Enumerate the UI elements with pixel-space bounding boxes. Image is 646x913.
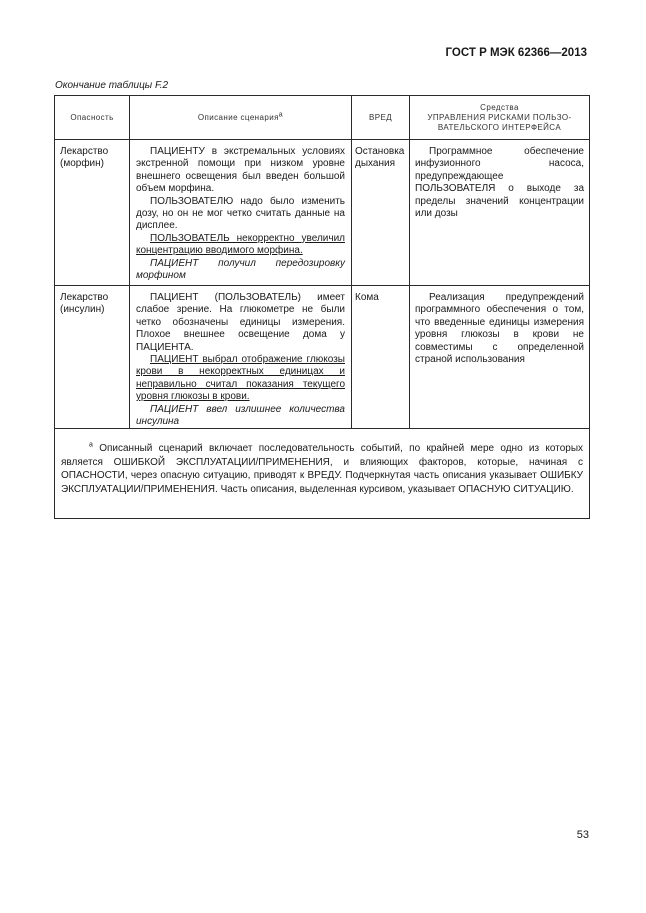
header-controls-line-1: Средства — [480, 102, 519, 112]
table-row — [55, 140, 590, 286]
scenario-cell — [130, 286, 352, 429]
header-controls-line-3: ВАТЕЛЬСКОГО ИНТЕРФЕЙСА — [437, 122, 562, 132]
scenario-paragraph: ПАЦИЕНТУ в экстремальных условиях экстренной помощи при низком уровне внешнего освещения был введен большой объем морфина. — [136, 146, 345, 195]
scenario-use-error: ПОЛЬЗОВАТЕЛЬ некорректно увеличил концентрацию вводимого морфина. — [136, 232, 345, 257]
scenario-paragraph: ПОЛЬЗОВАТЕЛЮ надо было изменить дозу, но он не мог четко считать данные на дисплее. — [136, 195, 345, 232]
controls-cell: Реализация предупреждений программного обеспечения о том, что введенные единицы измерения уровня глюкозы в крови не совместимы с определенной страной использования — [410, 286, 590, 429]
table-footnote — [55, 429, 590, 519]
header-scenario — [130, 96, 352, 140]
scenario-hazardous-situation: ПАЦИЕНТ ввел излишнее количества инсулина — [136, 403, 345, 428]
header-hazard: Опасность — [55, 96, 130, 140]
harm-cell: Кома — [352, 286, 410, 429]
header-harm: ВРЕД — [352, 96, 410, 140]
table-caption: Окончание таблицы F.2 — [55, 80, 169, 91]
header-scenario-label: Описание сценария — [197, 112, 279, 122]
header-controls — [410, 96, 590, 140]
harm-cell: Остановка дыхания — [352, 140, 410, 286]
header-scenario-footnote-mark: а — [278, 110, 284, 118]
hazard-cell: Лекарство (морфин) — [55, 140, 130, 286]
table-footnote-row — [55, 429, 590, 519]
scenario-hazardous-situation: ПАЦИЕНТ получил передозировку морфином — [136, 257, 345, 282]
footnote-mark: а — [89, 442, 93, 450]
scenario-cell — [130, 140, 352, 286]
scenario-table — [54, 95, 590, 519]
scenario-paragraph: ПАЦИЕНТ (ПОЛЬЗОВАТЕЛЬ) имеет слабое зрение. На глюкометре не были четко обозначены единицы измерения. Плохое внешнее освещение дома у ПАЦИЕНТА. — [136, 292, 345, 353]
hazard-cell: Лекарство (инсулин) — [55, 286, 130, 429]
footnote-text: Описанный сценарий включает последовательность событий, по крайней мере одно из которых является ОШИБКОЙ ЭКСПЛУАТАЦИИ/ПРИМЕНЕНИЯ, и влияющих факторов, которые, начиная с ОПАСНОСТИ, через опасную ситуацию, приводят к ВРЕДУ. Подчеркнутая часть описания указывает ОШИБКУ ЭКСПЛУАТАЦИИ/ПРИМЕНЕНИЯ. Часть описания, выделенная курсивом, указывает ОПАСНУЮ СИТУАЦИЮ. — [61, 443, 584, 495]
header-controls-line-2: УПРАВЛЕНИЯ РИСКАМИ ПОЛЬЗО- — [427, 112, 572, 122]
controls-cell: Программное обеспечение инфузионного насоса, предупреждающее ПОЛЬЗОВАТЕЛЯ о выходе за пределы значений концентрации или дозы — [410, 140, 590, 286]
table-row — [55, 286, 590, 429]
scenario-use-error: ПАЦИЕНТ выбрал отображение глюкозы крови в некорректных единицах и неправильно считал показания текущего уровня глюкозы в крови. — [136, 354, 345, 403]
table-header-row — [55, 96, 590, 140]
standard-id: ГОСТ Р МЭК 62366—2013 — [445, 47, 587, 59]
page-number: 53 — [576, 829, 589, 841]
